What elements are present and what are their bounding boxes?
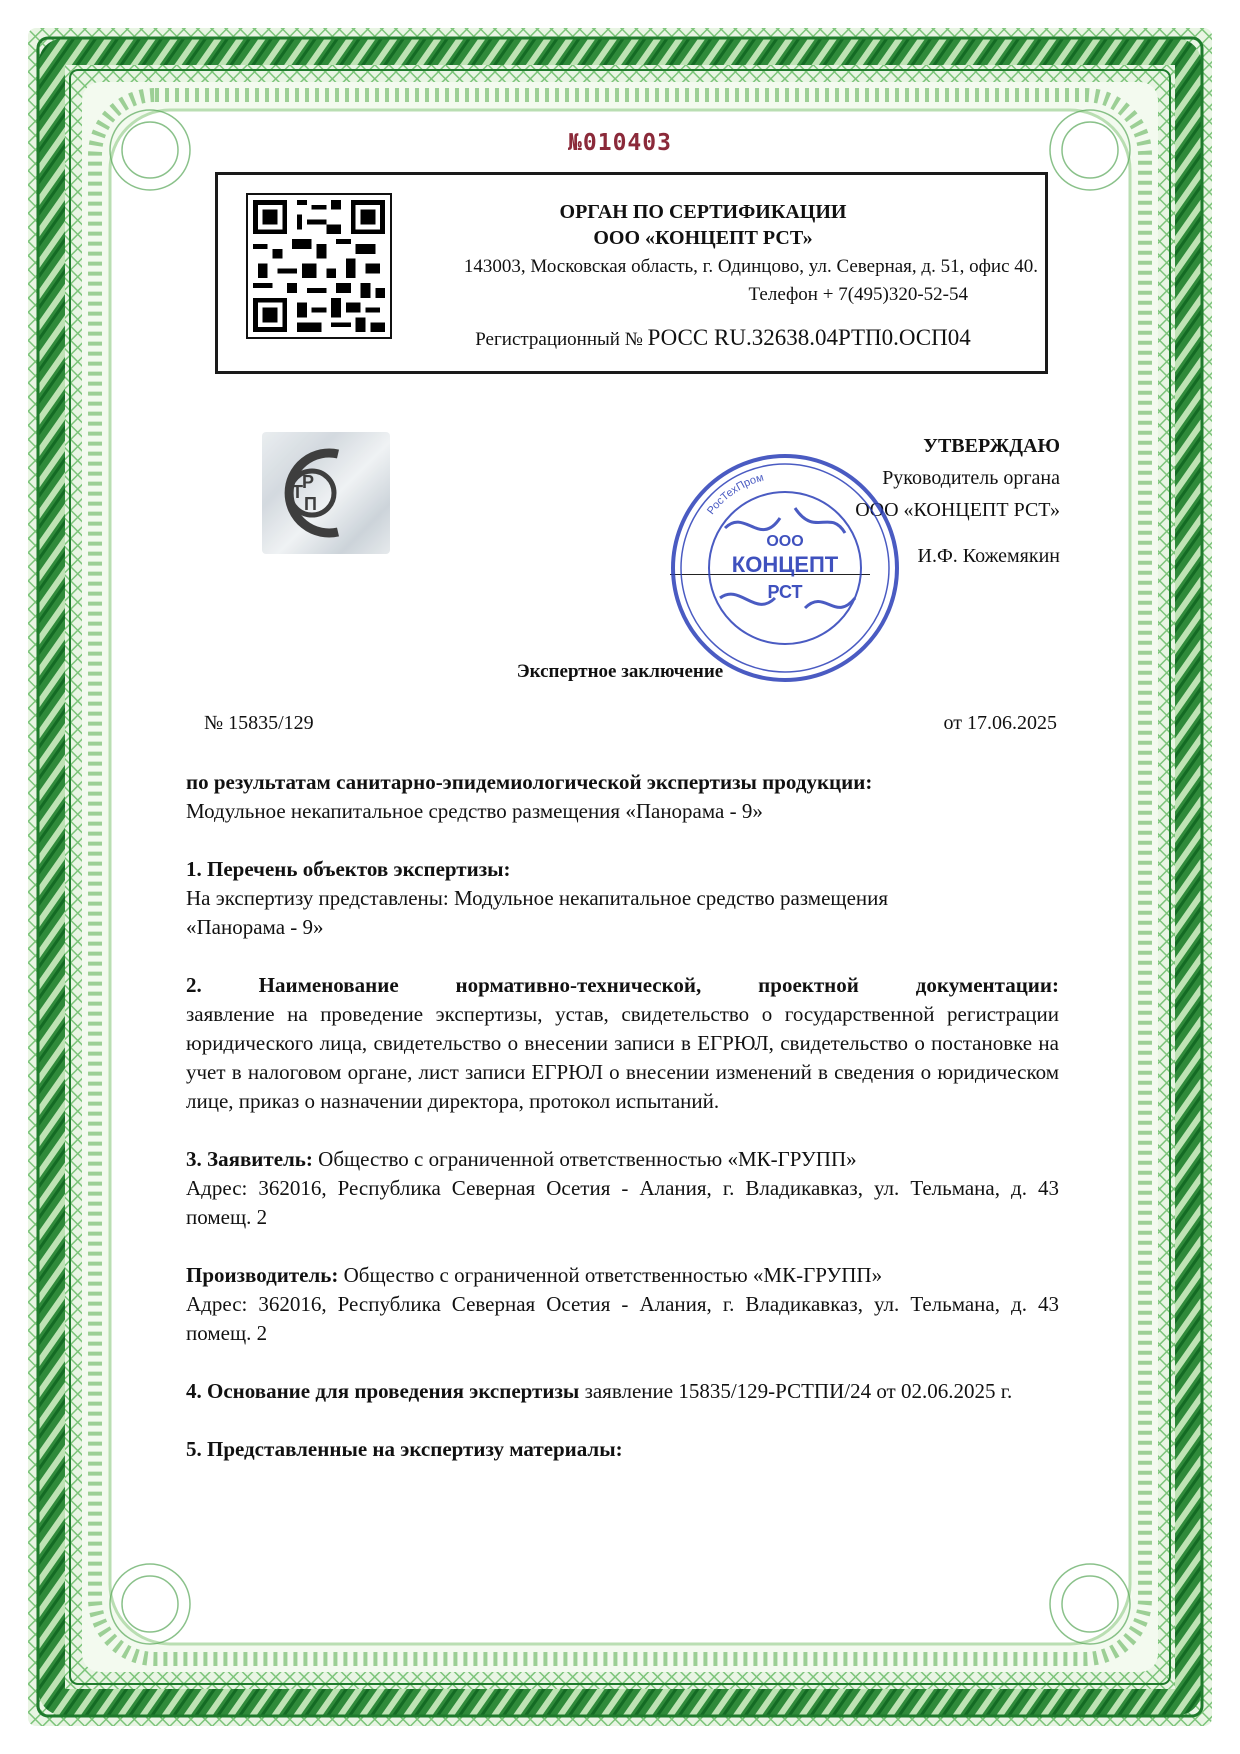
reg-number: РОСС RU.32638.04РТП0.ОСП04 — [647, 325, 971, 350]
organ-phone: Телефон + 7(495)320-52-54 — [748, 284, 968, 305]
svg-text:Р: Р — [302, 472, 315, 492]
organ-contacts — [408, 253, 1038, 309]
section2-text: заявление на проведение экспертизы, устав, свидетельство о государственной регистрации юридического лица, свидетельство о внесении записи в ЕГРЮЛ, свидетельство о постановке на учет в налоговом органе, лист записи ЕГРЮЛ о внесении изменений в сведения о юридическом лице, приказ о назначении директора, протокол испытаний. — [186, 1002, 1059, 1113]
organ-title — [458, 199, 948, 251]
document-date: от 17.06.2025 — [943, 712, 1057, 734]
approve-signer: И.Ф. Кожемякин — [917, 545, 1060, 567]
organ-title-line1: ОРГАН ПО СЕРТИФИКАЦИИ — [559, 201, 847, 223]
section4-text: заявление 15835/129-РСТПИ/24 от 02.06.2025 г. — [584, 1379, 1013, 1403]
section1-heading: 1. Перечень объектов экспертизы: — [186, 857, 511, 881]
section3-address: Адрес: 362016, Республика Северная Осетия - Алания, г. Владикавказ, ул. Тельмана, д. 43 помещ. 2 — [186, 1176, 1059, 1229]
document-number: № 15835/129 — [204, 712, 314, 734]
svg-text:П: П — [304, 494, 317, 514]
maker-label: Производитель: — [186, 1263, 339, 1287]
section1-text-line2: «Панорама - 9» — [186, 915, 324, 939]
approve-heading: УТВЕРЖДАЮ — [923, 435, 1060, 457]
certificate-number: №010403 — [568, 130, 672, 156]
intro-text: Модульное некапитальное средство размещения «Панорама - 9» — [186, 799, 763, 823]
section4-label: 4. Основание для проведения экспертизы — [186, 1379, 580, 1403]
organ-title-line2: ООО «КОНЦЕПТ РСТ» — [593, 227, 813, 249]
intro-heading: по результатам санитарно-эпидемиологической экспертизы продукции: — [186, 770, 873, 794]
organ-address: 143003, Московская область, г. Одинцово, ул. Северная, д. 51, офис 40. — [463, 256, 1038, 277]
stamp-line2: КОНЦЕПТ — [731, 552, 839, 577]
approve-company: ООО «КОНЦЕПТ РСТ» — [855, 499, 1060, 521]
maker-address: Адрес: 362016, Республика Северная Осетия - Алания, г. Владикавказ, ул. Тельмана, д. 43 помещ. 2 — [186, 1292, 1059, 1345]
section1-text-line1: На экспертизу представлены: Модульное некапитальное средство размещения — [186, 886, 889, 910]
reg-label: Регистрационный № — [475, 329, 643, 350]
maker-text: Общество с ограниченной ответственностью «МК-ГРУПП» — [343, 1263, 883, 1287]
document-title: Экспертное заключение — [516, 661, 724, 682]
approve-position: Руководитель органа — [882, 467, 1060, 489]
stamp-arc-text: РосТехПром — [705, 471, 766, 517]
rst-hologram-icon — [262, 432, 390, 554]
stamp-line1: ООО — [766, 533, 804, 550]
qr-code-icon — [246, 193, 392, 339]
section3-text: Общество с ограниченной ответственностью «МК-ГРУПП» — [318, 1147, 857, 1171]
certification-body-box — [215, 172, 1048, 374]
organization-stamp — [665, 448, 905, 688]
section3-label: 3. Заявитель: — [186, 1147, 313, 1171]
stamp-line3: РСТ — [767, 582, 803, 602]
document-body — [186, 768, 1059, 1464]
svg-text:Т: Т — [292, 482, 303, 502]
section5-heading: 5. Представленные на экспертизу материалы: — [186, 1437, 623, 1461]
section2-heading: 2. Наименование нормативно-технической, проектной документации: — [186, 973, 1059, 997]
organ-registration — [408, 325, 1038, 351]
